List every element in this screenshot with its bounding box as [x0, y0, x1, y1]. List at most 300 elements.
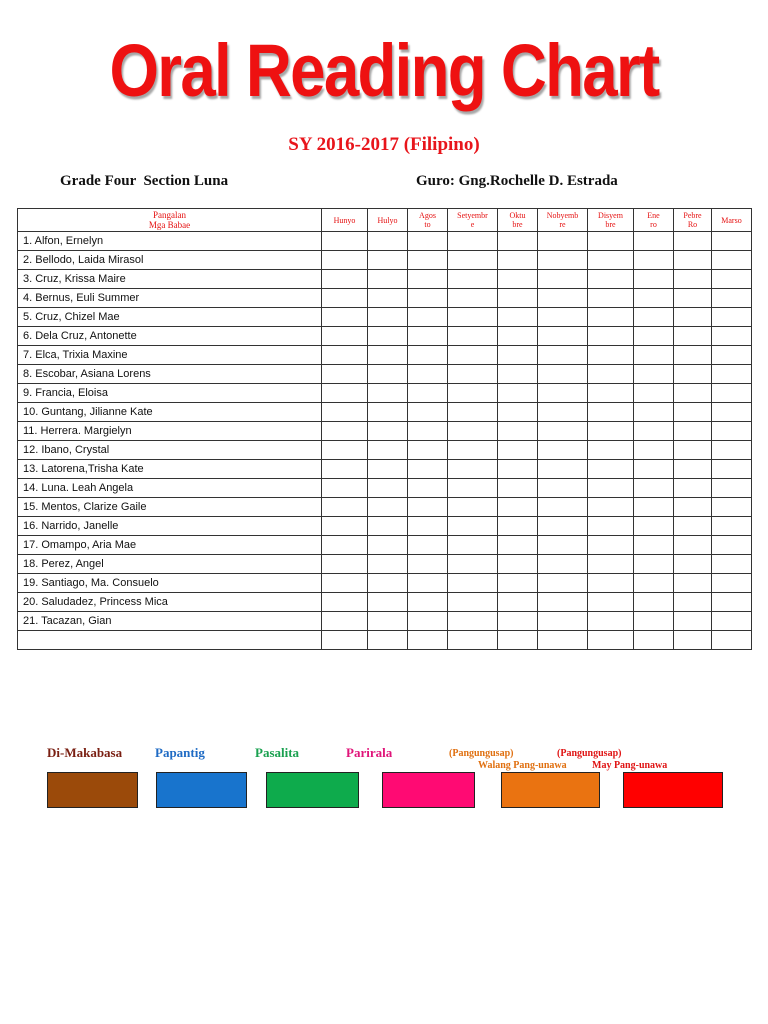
reading-chart-table — [17, 208, 752, 650]
month-mark-cell[interactable] — [674, 403, 712, 422]
month-mark-cell[interactable] — [634, 365, 674, 384]
month-mark-cell[interactable] — [368, 384, 408, 403]
month-mark-cell[interactable] — [408, 631, 448, 650]
month-mark-cell[interactable] — [712, 612, 752, 631]
month-mark-cell[interactable] — [712, 593, 752, 612]
month-mark-cell[interactable] — [448, 631, 498, 650]
month-label: bre — [512, 220, 523, 229]
month-mark-cell[interactable] — [538, 422, 588, 441]
month-mark-cell[interactable] — [408, 346, 448, 365]
table-row — [18, 555, 752, 574]
month-mark-cell[interactable] — [634, 460, 674, 479]
month-mark-cell[interactable] — [538, 327, 588, 346]
month-mark-cell[interactable] — [322, 422, 368, 441]
table-row — [18, 441, 752, 460]
month-mark-cell[interactable] — [448, 593, 498, 612]
month-mark-cell[interactable] — [674, 289, 712, 308]
month-mark-cell[interactable] — [408, 289, 448, 308]
legend-parirala-swatch — [382, 772, 475, 808]
month-header-nobyembre — [538, 209, 588, 232]
month-mark-cell[interactable] — [538, 460, 588, 479]
student-name-cell: 3. Cruz, Krissa Maire — [18, 270, 322, 289]
month-header-disyembre — [588, 209, 634, 232]
month-mark-cell[interactable] — [538, 346, 588, 365]
month-mark-cell[interactable] — [538, 574, 588, 593]
student-name-cell: 8. Escobar, Asiana Lorens — [18, 365, 322, 384]
month-mark-cell[interactable] — [368, 232, 408, 251]
month-mark-cell[interactable] — [408, 479, 448, 498]
month-mark-cell[interactable] — [588, 441, 634, 460]
month-mark-cell[interactable] — [712, 498, 752, 517]
month-mark-cell[interactable] — [634, 441, 674, 460]
month-label: Agos — [419, 211, 436, 220]
month-mark-cell[interactable] — [322, 327, 368, 346]
month-mark-cell[interactable] — [498, 346, 538, 365]
month-mark-cell[interactable] — [674, 574, 712, 593]
month-mark-cell[interactable] — [712, 479, 752, 498]
month-label: Ro — [687, 220, 698, 229]
month-mark-cell[interactable] — [674, 498, 712, 517]
table-row — [18, 536, 752, 555]
month-mark-cell[interactable] — [368, 441, 408, 460]
month-mark-cell[interactable] — [712, 403, 752, 422]
student-name-cell — [18, 631, 322, 650]
month-mark-cell[interactable] — [368, 479, 408, 498]
student-name-cell: 14. Luna. Leah Angela — [18, 479, 322, 498]
name-column-header — [18, 209, 322, 232]
month-mark-cell[interactable] — [634, 327, 674, 346]
month-mark-cell[interactable] — [368, 327, 408, 346]
month-mark-cell[interactable] — [712, 308, 752, 327]
month-mark-cell[interactable] — [674, 384, 712, 403]
month-mark-cell[interactable] — [498, 422, 538, 441]
month-mark-cell[interactable] — [588, 593, 634, 612]
legend-walang-bottom-label: Walang Pang-unawa — [478, 760, 567, 771]
month-mark-cell[interactable] — [408, 555, 448, 574]
month-mark-cell[interactable] — [634, 251, 674, 270]
month-mark-cell[interactable] — [498, 403, 538, 422]
month-mark-cell[interactable] — [674, 308, 712, 327]
month-mark-cell[interactable] — [674, 460, 712, 479]
month-mark-cell[interactable] — [498, 631, 538, 650]
month-mark-cell[interactable] — [634, 612, 674, 631]
legend-pasalita-swatch — [266, 772, 359, 808]
month-mark-cell[interactable] — [498, 270, 538, 289]
month-mark-cell[interactable] — [322, 536, 368, 555]
month-mark-cell[interactable] — [368, 536, 408, 555]
month-mark-cell[interactable] — [674, 346, 712, 365]
month-label: Setyembr — [457, 211, 488, 220]
month-mark-cell[interactable] — [448, 536, 498, 555]
student-name-cell: 17. Omampo, Aria Mae — [18, 536, 322, 555]
month-mark-cell[interactable] — [408, 460, 448, 479]
month-mark-cell[interactable] — [634, 346, 674, 365]
student-name-cell: 6. Dela Cruz, Antonette — [18, 327, 322, 346]
month-mark-cell[interactable] — [448, 289, 498, 308]
month-mark-cell[interactable] — [322, 441, 368, 460]
student-name-cell: 9. Francia, Eloisa — [18, 384, 322, 403]
month-mark-cell[interactable] — [538, 536, 588, 555]
month-mark-cell[interactable] — [408, 536, 448, 555]
month-mark-cell[interactable] — [538, 441, 588, 460]
month-mark-cell[interactable] — [448, 346, 498, 365]
month-mark-cell[interactable] — [408, 593, 448, 612]
month-mark-cell[interactable] — [712, 270, 752, 289]
month-label: Pebre — [683, 211, 702, 220]
month-mark-cell[interactable] — [634, 403, 674, 422]
month-mark-cell[interactable] — [448, 327, 498, 346]
month-mark-cell[interactable] — [674, 422, 712, 441]
legend-may-top-label: (Pangungusap) — [557, 748, 622, 759]
month-mark-cell[interactable] — [588, 327, 634, 346]
month-header-hunyo — [322, 209, 368, 232]
month-mark-cell[interactable] — [368, 612, 408, 631]
month-mark-cell[interactable] — [322, 308, 368, 327]
month-mark-cell[interactable] — [712, 346, 752, 365]
month-mark-cell[interactable] — [588, 289, 634, 308]
legend-di-makabasa-label: Di-Makabasa — [47, 745, 123, 760]
month-mark-cell[interactable] — [712, 460, 752, 479]
month-mark-cell[interactable] — [322, 479, 368, 498]
month-mark-cell[interactable] — [588, 479, 634, 498]
month-mark-cell[interactable] — [674, 479, 712, 498]
month-mark-cell[interactable] — [448, 308, 498, 327]
month-mark-cell[interactable] — [322, 593, 368, 612]
month-mark-cell[interactable] — [368, 631, 408, 650]
month-mark-cell[interactable] — [588, 251, 634, 270]
month-mark-cell[interactable] — [448, 384, 498, 403]
month-mark-cell[interactable] — [368, 517, 408, 536]
month-mark-cell[interactable] — [322, 631, 368, 650]
month-mark-cell[interactable] — [368, 593, 408, 612]
month-mark-cell[interactable] — [538, 251, 588, 270]
month-label: Ene — [647, 211, 660, 220]
month-mark-cell[interactable] — [538, 365, 588, 384]
legend-walang-top-label: (Pangungusap) — [449, 748, 514, 759]
student-name-cell: 21. Tacazan, Gian — [18, 612, 322, 631]
month-mark-cell[interactable] — [634, 536, 674, 555]
month-mark-cell[interactable] — [588, 346, 634, 365]
table-row — [18, 574, 752, 593]
month-mark-cell[interactable] — [634, 289, 674, 308]
student-name-cell: 16. Narrido, Janelle — [18, 517, 322, 536]
student-name-cell: 1. Alfon, Ernelyn — [18, 232, 322, 251]
month-mark-cell[interactable] — [322, 498, 368, 517]
month-mark-cell[interactable] — [408, 517, 448, 536]
month-mark-cell[interactable] — [538, 555, 588, 574]
month-mark-cell[interactable] — [712, 555, 752, 574]
month-mark-cell[interactable] — [498, 289, 538, 308]
month-mark-cell[interactable] — [448, 270, 498, 289]
month-header-pebrero — [674, 209, 712, 232]
month-mark-cell[interactable] — [408, 365, 448, 384]
month-mark-cell[interactable] — [448, 251, 498, 270]
month-mark-cell[interactable] — [588, 384, 634, 403]
month-mark-cell[interactable] — [322, 574, 368, 593]
month-mark-cell[interactable] — [368, 422, 408, 441]
month-mark-cell[interactable] — [498, 308, 538, 327]
month-mark-cell[interactable] — [368, 498, 408, 517]
month-mark-cell[interactable] — [588, 270, 634, 289]
month-mark-cell[interactable] — [448, 555, 498, 574]
month-mark-cell[interactable] — [538, 289, 588, 308]
month-mark-cell[interactable] — [588, 612, 634, 631]
month-label: Disyem — [598, 211, 623, 220]
month-mark-cell[interactable] — [448, 365, 498, 384]
month-mark-cell[interactable] — [634, 270, 674, 289]
month-mark-cell[interactable] — [498, 384, 538, 403]
month-mark-cell[interactable] — [322, 403, 368, 422]
month-mark-cell[interactable] — [712, 441, 752, 460]
month-mark-cell[interactable] — [368, 460, 408, 479]
month-mark-cell[interactable] — [408, 308, 448, 327]
month-mark-cell[interactable] — [712, 536, 752, 555]
month-mark-cell[interactable] — [712, 574, 752, 593]
month-mark-cell[interactable] — [498, 327, 538, 346]
table-row — [18, 289, 752, 308]
month-mark-cell[interactable] — [448, 403, 498, 422]
month-mark-cell[interactable] — [322, 517, 368, 536]
month-mark-cell[interactable] — [674, 631, 712, 650]
month-mark-cell[interactable] — [674, 327, 712, 346]
month-mark-cell[interactable] — [498, 460, 538, 479]
month-mark-cell[interactable] — [408, 612, 448, 631]
legend-pasalita-label: Pasalita — [255, 745, 300, 760]
month-mark-cell[interactable] — [712, 422, 752, 441]
month-mark-cell[interactable] — [588, 403, 634, 422]
month-mark-cell[interactable] — [674, 251, 712, 270]
month-mark-cell[interactable] — [634, 232, 674, 251]
month-mark-cell[interactable] — [368, 251, 408, 270]
month-mark-cell[interactable] — [408, 232, 448, 251]
table-row — [18, 346, 752, 365]
month-label: to — [424, 220, 431, 229]
month-mark-cell[interactable] — [588, 555, 634, 574]
student-name-cell: 20. Saludadez, Princess Mica — [18, 593, 322, 612]
month-mark-cell[interactable] — [712, 517, 752, 536]
month-mark-cell[interactable] — [322, 251, 368, 270]
month-mark-cell[interactable] — [498, 365, 538, 384]
month-mark-cell[interactable] — [498, 574, 538, 593]
month-label: Hulyo — [377, 215, 398, 225]
legend-di-makabasa-swatch — [47, 772, 138, 808]
month-mark-cell[interactable] — [634, 631, 674, 650]
legend-walang-pang-unawa-swatch — [501, 772, 600, 808]
month-mark-cell[interactable] — [538, 308, 588, 327]
month-mark-cell[interactable] — [588, 536, 634, 555]
month-mark-cell[interactable] — [368, 365, 408, 384]
student-name-cell: 15. Mentos, Clarize Gaile — [18, 498, 322, 517]
month-mark-cell[interactable] — [538, 479, 588, 498]
legend-may-pang-unawa-swatch — [623, 772, 723, 808]
month-mark-cell[interactable] — [368, 555, 408, 574]
table-row — [18, 308, 752, 327]
table-row — [18, 384, 752, 403]
month-mark-cell[interactable] — [322, 365, 368, 384]
name-header-line2: Mga Babae — [148, 220, 191, 230]
month-mark-cell[interactable] — [498, 593, 538, 612]
month-mark-cell[interactable] — [634, 308, 674, 327]
month-mark-cell[interactable] — [498, 232, 538, 251]
month-mark-cell[interactable] — [448, 517, 498, 536]
month-mark-cell[interactable] — [538, 270, 588, 289]
month-mark-cell[interactable] — [408, 270, 448, 289]
month-mark-cell[interactable] — [408, 251, 448, 270]
legend-papantig-swatch — [156, 772, 247, 808]
month-mark-cell[interactable] — [448, 422, 498, 441]
month-label: ro — [650, 220, 657, 229]
table-row — [18, 422, 752, 441]
month-mark-cell[interactable] — [674, 441, 712, 460]
month-mark-cell[interactable] — [498, 536, 538, 555]
month-mark-cell[interactable] — [408, 327, 448, 346]
month-mark-cell[interactable] — [448, 441, 498, 460]
table-row — [18, 612, 752, 631]
month-mark-cell[interactable] — [674, 612, 712, 631]
month-mark-cell[interactable] — [368, 270, 408, 289]
table-row — [18, 232, 752, 251]
month-mark-cell[interactable] — [408, 422, 448, 441]
table-row — [18, 403, 752, 422]
month-mark-cell[interactable] — [448, 479, 498, 498]
month-mark-cell[interactable] — [588, 308, 634, 327]
month-mark-cell[interactable] — [408, 384, 448, 403]
table-row — [18, 327, 752, 346]
month-header-marso — [712, 209, 752, 232]
month-mark-cell[interactable] — [588, 232, 634, 251]
month-mark-cell[interactable] — [322, 346, 368, 365]
month-label: Hunyo — [333, 215, 356, 225]
month-mark-cell[interactable] — [712, 365, 752, 384]
month-mark-cell[interactable] — [538, 517, 588, 536]
month-mark-cell[interactable] — [498, 479, 538, 498]
student-name-cell: 10. Guntang, Jilianne Kate — [18, 403, 322, 422]
month-label: Marso — [721, 215, 742, 225]
month-mark-cell[interactable] — [674, 232, 712, 251]
month-mark-cell[interactable] — [368, 403, 408, 422]
month-mark-cell[interactable] — [588, 422, 634, 441]
month-mark-cell[interactable] — [712, 327, 752, 346]
month-mark-cell[interactable] — [588, 574, 634, 593]
month-mark-cell[interactable] — [712, 384, 752, 403]
month-mark-cell[interactable] — [538, 384, 588, 403]
month-mark-cell[interactable] — [674, 365, 712, 384]
month-mark-cell[interactable] — [634, 498, 674, 517]
month-mark-cell[interactable] — [322, 270, 368, 289]
month-mark-cell[interactable] — [588, 460, 634, 479]
month-mark-cell[interactable] — [322, 612, 368, 631]
month-mark-cell[interactable] — [538, 593, 588, 612]
month-mark-cell[interactable] — [588, 631, 634, 650]
month-mark-cell[interactable] — [322, 555, 368, 574]
month-mark-cell[interactable] — [674, 593, 712, 612]
month-mark-cell[interactable] — [448, 232, 498, 251]
month-mark-cell[interactable] — [588, 498, 634, 517]
month-mark-cell[interactable] — [634, 479, 674, 498]
month-mark-cell[interactable] — [634, 574, 674, 593]
month-mark-cell[interactable] — [448, 498, 498, 517]
month-mark-cell[interactable] — [634, 593, 674, 612]
month-mark-cell[interactable] — [634, 384, 674, 403]
month-header-oktubre — [498, 209, 538, 232]
month-mark-cell[interactable] — [538, 403, 588, 422]
month-mark-cell[interactable] — [674, 536, 712, 555]
month-mark-cell[interactable] — [538, 631, 588, 650]
student-name-cell: 2. Bellodo, Laida Mirasol — [18, 251, 322, 270]
month-mark-cell[interactable] — [408, 498, 448, 517]
table-row — [18, 517, 752, 536]
month-mark-cell[interactable] — [368, 308, 408, 327]
month-mark-cell[interactable] — [322, 460, 368, 479]
month-mark-cell[interactable] — [448, 460, 498, 479]
chart-title: Oral Reading Chart — [109, 29, 659, 112]
student-name-cell: 19. Santiago, Ma. Consuelo — [18, 574, 322, 593]
month-mark-cell[interactable] — [712, 232, 752, 251]
month-mark-cell[interactable] — [368, 574, 408, 593]
month-mark-cell[interactable] — [498, 498, 538, 517]
month-mark-cell[interactable] — [408, 574, 448, 593]
student-name-cell: 11. Herrera. Margielyn — [18, 422, 322, 441]
table-row — [18, 631, 752, 650]
month-mark-cell[interactable] — [368, 289, 408, 308]
student-name-cell: 4. Bernus, Euli Summer — [18, 289, 322, 308]
month-mark-cell[interactable] — [498, 251, 538, 270]
month-mark-cell[interactable] — [368, 346, 408, 365]
student-rows — [18, 232, 752, 650]
month-mark-cell[interactable] — [538, 612, 588, 631]
month-mark-cell[interactable] — [498, 517, 538, 536]
month-mark-cell[interactable] — [674, 555, 712, 574]
month-mark-cell[interactable] — [538, 232, 588, 251]
month-mark-cell[interactable] — [322, 232, 368, 251]
month-mark-cell[interactable] — [712, 251, 752, 270]
table-row — [18, 270, 752, 289]
month-mark-cell[interactable] — [712, 289, 752, 308]
month-mark-cell[interactable] — [634, 517, 674, 536]
legend-papantig-label: Papantig — [155, 745, 205, 760]
month-mark-cell[interactable] — [674, 270, 712, 289]
month-mark-cell[interactable] — [498, 441, 538, 460]
month-label: Oktu — [509, 211, 526, 220]
legend-parirala-label: Parirala — [346, 745, 393, 760]
table-row — [18, 251, 752, 270]
month-mark-cell[interactable] — [448, 612, 498, 631]
month-mark-cell[interactable] — [498, 555, 538, 574]
month-mark-cell[interactable] — [322, 384, 368, 403]
month-mark-cell[interactable] — [448, 574, 498, 593]
legend-may-bottom-label: May Pang-unawa — [592, 760, 668, 771]
month-mark-cell[interactable] — [634, 422, 674, 441]
month-mark-cell[interactable] — [588, 365, 634, 384]
name-header-line1: Pangalan — [153, 210, 186, 220]
month-mark-cell[interactable] — [674, 517, 712, 536]
table-row — [18, 498, 752, 517]
student-name-cell: 13. Latorena,Trisha Kate — [18, 460, 322, 479]
student-name-cell: 5. Cruz, Chizel Mae — [18, 308, 322, 327]
month-mark-cell[interactable] — [712, 631, 752, 650]
month-mark-cell[interactable] — [588, 517, 634, 536]
month-mark-cell[interactable] — [634, 555, 674, 574]
month-mark-cell[interactable] — [322, 289, 368, 308]
student-name-cell: 7. Elca, Trixia Maxine — [18, 346, 322, 365]
month-label: re — [559, 220, 566, 229]
month-mark-cell[interactable] — [408, 403, 448, 422]
month-mark-cell[interactable] — [538, 498, 588, 517]
month-mark-cell[interactable] — [408, 441, 448, 460]
table-header-row — [18, 209, 752, 232]
month-header-setyembre — [448, 209, 498, 232]
month-mark-cell[interactable] — [498, 612, 538, 631]
